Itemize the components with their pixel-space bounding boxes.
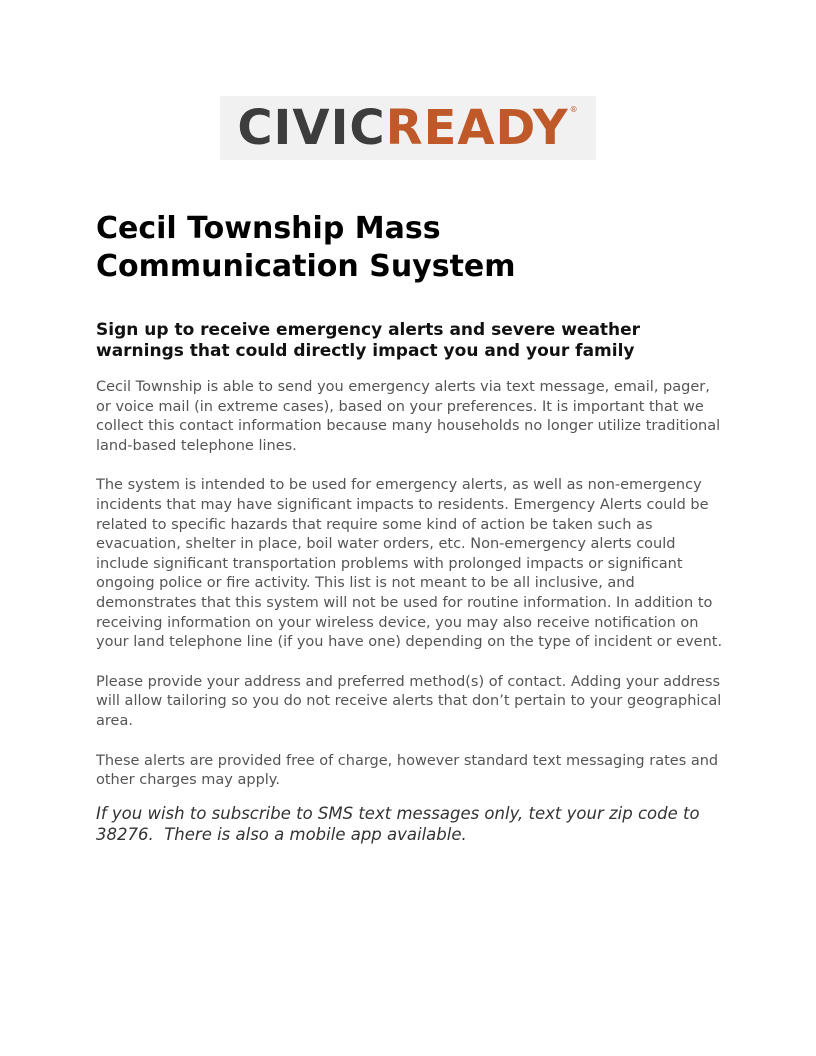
paragraph-address-request: Please provide your address and preferred method(s) of contact. Adding your address will allow tailoring so you do not receive alerts that don’t pertain to your geographical area. — [96, 673, 722, 729]
paragraph-charges: These alerts are provided free of charge, however standard text messaging rates and other charges may apply. — [96, 752, 719, 789]
subheading: Sign up to receive emergency alerts and severe weather warnings that could directly impact you and your family — [96, 320, 641, 361]
logo-civic-text: CIVIC — [237, 100, 386, 156]
logo-ready-text: READY — [385, 100, 569, 156]
sms-subscribe-note: If you wish to subscribe to SMS text messages only, text your zip code to 38276. There is also a mobile app available. — [96, 803, 705, 844]
document-body — [96, 210, 726, 845]
civicready-logo — [220, 96, 596, 160]
page-title — [96, 210, 726, 286]
page-title-line2: Communication Suystem — [96, 249, 516, 284]
page-title-line1: Cecil Township Mass — [96, 211, 441, 246]
logo-registered-mark: ® — [569, 105, 579, 114]
paragraph-contact-methods: Cecil Township is able to send you emergency alerts via text message, email, pager, or voice mail (in extreme cases), based on your preferences. It is important that we collect this contact information because many households no longer utilize traditional land-based telephone lines. — [96, 379, 721, 454]
paragraph-system-purpose: The system is intended to be used for emergency alerts, as well as non-emergency incidents that may have significant impacts to residents. Emergency Alerts could be related to specific hazards that require some kind of action be taken such as evacuation, shelter in place, boil water orders, etc. Non-emergency alerts could include significant transportation problems with prolonged impacts or significant ongoing police or fire activity. This list is not meant to be all inclusive, and demonstrates that this system will not be used for routine information. In addition to receiving information on your wireless device, you may also receive notification on your land telephone line (if you have one) depending on the type of incident or event. — [96, 477, 723, 651]
